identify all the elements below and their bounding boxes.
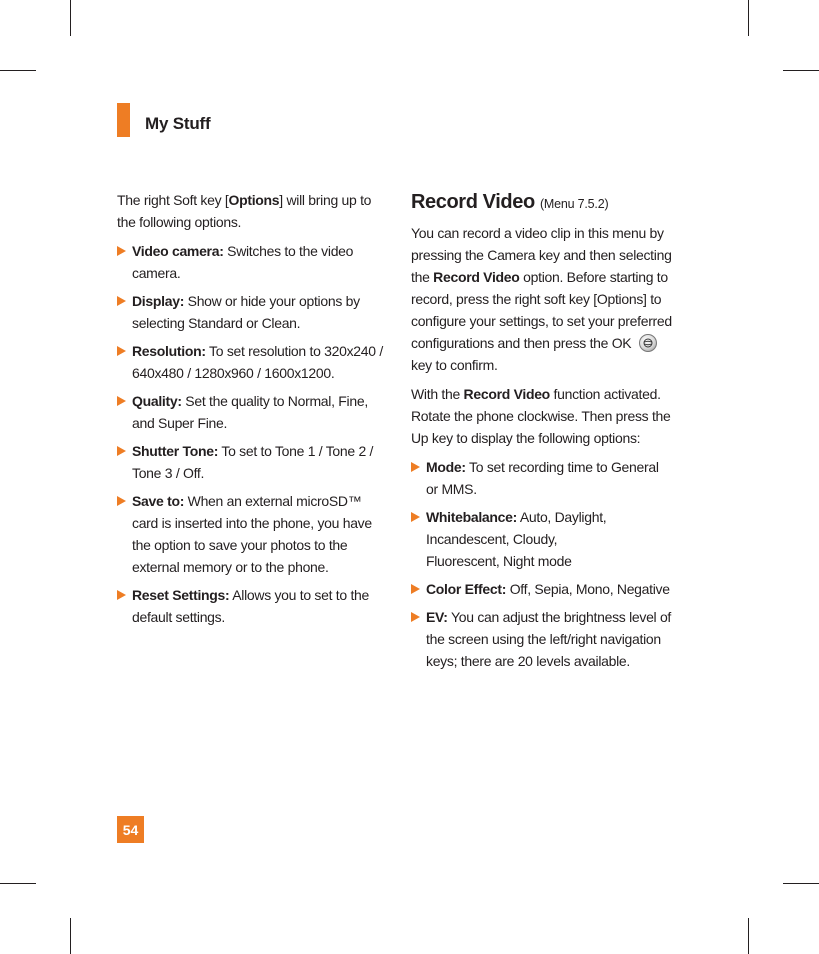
option-whitebalance: Whitebalance: Auto, Daylight, Incandescent, Cloudy, Fluorescent, Night mode <box>411 506 673 572</box>
arrow-right-icon <box>117 590 126 600</box>
arrow-right-icon <box>117 296 126 306</box>
option-reset-settings: Reset Settings: Allows you to set to the default settings. <box>117 584 387 628</box>
arrow-right-icon <box>411 512 420 522</box>
option-save-to: Save to: When an external microSD™ card is inserted into the phone, you have the option to save your photos to the external memory or to the phone. <box>117 490 387 578</box>
intro-paragraph: The right Soft key [Options] will bring up to the following options. <box>117 192 372 230</box>
arrow-right-icon <box>411 462 420 472</box>
crop-mark <box>783 883 819 884</box>
arrow-right-icon <box>117 396 126 406</box>
crop-mark <box>0 70 36 71</box>
arrow-right-icon <box>117 346 126 356</box>
ok-key-icon <box>639 334 657 352</box>
left-column <box>117 189 387 634</box>
menu-reference: (Menu 7.5.2) <box>539 197 609 211</box>
record-video-heading: Record Video (Menu 7.5.2) <box>411 191 609 213</box>
arrow-right-icon <box>411 612 420 622</box>
option-display: Display: Show or hide your options by selecting Standard or Clean. <box>117 290 387 334</box>
right-column <box>411 189 673 678</box>
crop-mark <box>0 883 36 884</box>
options-key-label: Options <box>228 192 280 208</box>
section-title: My Stuff <box>145 114 211 133</box>
crop-mark <box>748 0 749 36</box>
crop-mark <box>783 70 819 71</box>
arrow-right-icon <box>117 446 126 456</box>
camera-options-list <box>117 240 387 628</box>
record-video-intro: You can record a video clip in this menu by pressing the Camera key and then selecting the Record Video option. Before starting to record, press the right soft key [Options] to configure your settings, to set your preferred configurations and then press the OK key to confirm. <box>411 225 672 373</box>
option-mode: Mode: To set recording time to General or MMS. <box>411 456 673 500</box>
crop-mark <box>70 0 71 36</box>
crop-mark <box>748 918 749 954</box>
video-options-list <box>411 456 673 672</box>
option-quality: Quality: Set the quality to Normal, Fine, and Super Fine. <box>117 390 387 434</box>
page-number: 54 <box>117 816 144 843</box>
crop-mark <box>70 918 71 954</box>
option-ev: EV: You can adjust the brightness level of the screen using the left/right navigation keys; there are 20 levels available. <box>411 606 673 672</box>
arrow-right-icon <box>117 246 126 256</box>
option-video-camera: Video camera: Switches to the video camera. <box>117 240 387 284</box>
section-marker <box>117 103 130 137</box>
option-color-effect: Color Effect: Off, Sepia, Mono, Negative <box>411 578 673 600</box>
option-resolution: Resolution: To set resolution to 320x240 / 640x480 / 1280x960 / 1600x1200. <box>117 340 387 384</box>
option-shutter-tone: Shutter Tone: To set to Tone 1 / Tone 2 / Tone 3 / Off. <box>117 440 387 484</box>
record-video-activation: With the Record Video function activated. Rotate the phone clockwise. Then press the Up key to display the following options: <box>411 386 671 446</box>
arrow-right-icon <box>411 584 420 594</box>
arrow-right-icon <box>117 496 126 506</box>
